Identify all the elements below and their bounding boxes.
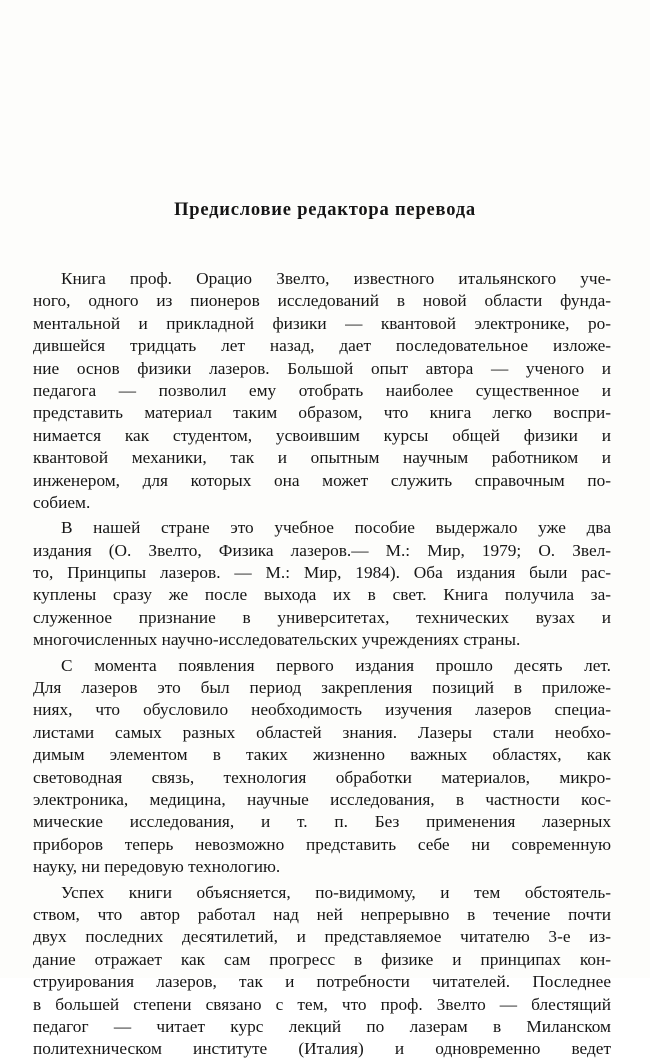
text-line: собием. [33, 492, 91, 512]
text-line: науку, ни передовую технологию. [33, 857, 281, 877]
text-line: Для лазеров это был период закрепления позиций в приложе- [33, 678, 611, 698]
paragraph [33, 268, 611, 514]
text-line: электроника, медицина, научные исследования, в частности кос- [33, 789, 611, 809]
text-line: представить материал таким образом, что книга легко воспри- [33, 403, 611, 423]
text-line: Успех книги объясняется, по-видимому, и тем обстоятель- [61, 882, 611, 902]
text-line: Книга проф. Орацио Звелто, известного итальянского уче- [61, 269, 611, 288]
text-line: дание отражает как сам прогресс в физике и принципах кон- [33, 949, 611, 969]
page-title: Предисловие редактора перевода [174, 200, 476, 220]
text-line: многочисленных научно-исследовательских учреждениях страны. [33, 630, 521, 650]
text-line: нимается как студентом, усвоившим курсы общей физики и [33, 425, 611, 445]
text-line: мические исследования, и т. п. Без применения лазерных [33, 812, 611, 832]
body-text [33, 268, 611, 1061]
paragraph [33, 655, 611, 879]
text-line: то, Принципы лазеров. — М.: Мир, 1984). Оба издания были рас- [33, 563, 611, 583]
text-line: ниях, что обусловило необходимость изучения лазеров специа- [33, 700, 611, 720]
paragraph [33, 882, 611, 1061]
text-line: куплены сразу же после выхода их в свет. Книга получила за- [33, 585, 611, 605]
paragraph [33, 517, 611, 651]
text-line: димым элементом в таких жизненно важных областях, как [33, 745, 611, 765]
text-line: служенное признание в университетах, технических вузах и [33, 607, 611, 627]
text-line: ментальной и прикладной физики — квантовой электронике, ро- [33, 313, 611, 333]
text-line: инженером, для которых она может служить справочным по- [33, 470, 611, 490]
text-line: издания (О. Звелто, Физика лазеров.— М.: Мир, 1979; О. Звел- [33, 540, 611, 560]
text-line: ством, что автор работал над ней непрерывно в течение почти [33, 904, 611, 924]
text-line: С момента появления первого издания прошло десять лет. [61, 655, 611, 675]
text-line: двух последних десятилетий, и представляемое читателю 3-е из- [33, 927, 611, 947]
text-line: квантовой механики, так и опытным научным работником и [33, 448, 611, 468]
text-line: листами самых разных областей знания. Лазеры стали необхо- [33, 722, 611, 742]
text-line: политехническом институте (Италия) и одновременно ведет [33, 1039, 611, 1059]
text-line: дившейся тридцать лет назад, дает последовательное изложе- [33, 336, 611, 356]
text-line: педагога — позволил ему отобрать наиболее существенное и [33, 380, 611, 400]
text-line: приборов теперь невозможно представить себе ни современную [33, 834, 611, 854]
text-line: педагог — читает курс лекций по лазерам в Миланском [33, 1016, 611, 1036]
text-line: В нашей стране это учебное пособие выдержало уже два [61, 518, 611, 538]
text-line: ного, одного из пионеров исследований в новой области фунда- [33, 291, 611, 311]
text-line: струирования лазеров, так и потребности читателей. Последнее [33, 972, 611, 992]
text-line: в большей степени связано с тем, что проф. Звелто — блестящий [33, 994, 611, 1014]
text-line: световодная связь, технология обработки материалов, микро- [33, 767, 611, 787]
text-line: ние основ физики лазеров. Большой опыт автора — ученого и [33, 358, 611, 378]
